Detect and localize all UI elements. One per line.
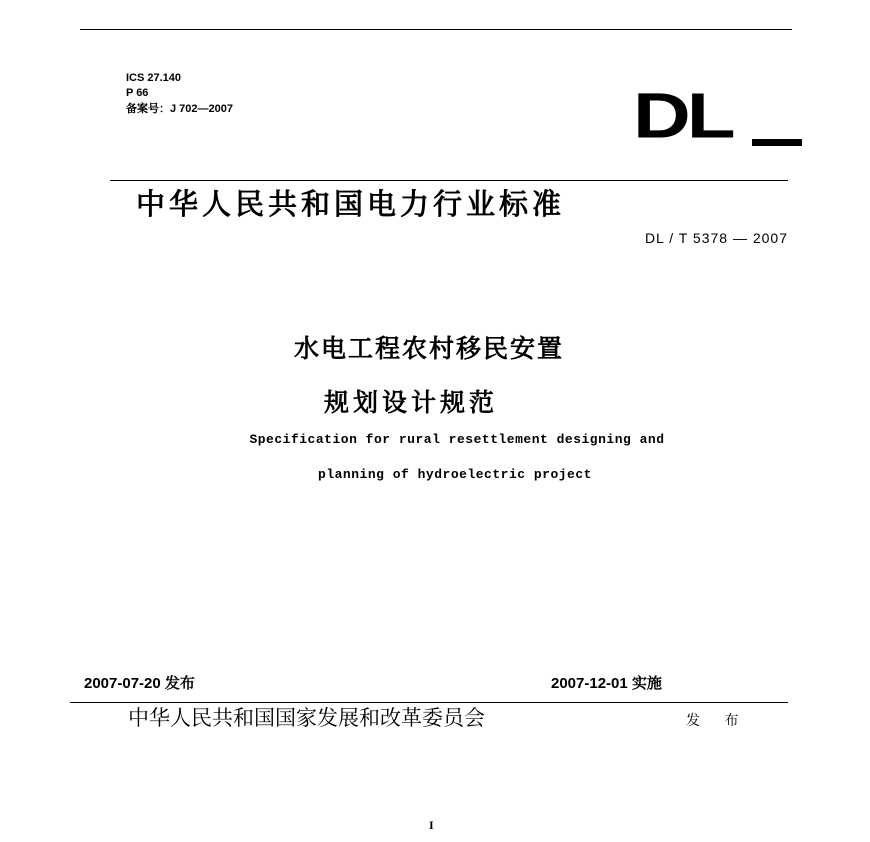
record-number: 备案号：J 702—2007 xyxy=(126,103,233,115)
publisher-name: 中华人民共和国国家发展和改革委员会 xyxy=(128,706,485,730)
title-chinese-line2: 规划设计规范 xyxy=(323,388,498,417)
footer-rule xyxy=(70,702,788,703)
publish-label: 发 布 xyxy=(686,713,749,729)
issue-date: 2007-07-20 发布 xyxy=(84,675,195,692)
dl-logo-bar xyxy=(752,139,802,146)
title-chinese-line1: 水电工程农村移民安置 xyxy=(293,334,564,363)
implementation-date: 2007-12-01 实施 xyxy=(551,675,662,692)
top-rule xyxy=(80,29,792,30)
standard-category-title: 中华人民共和国电力行业标准 xyxy=(136,187,566,221)
title-english-line2: planning of hydroelectric project xyxy=(318,467,592,482)
classification-code: P 66 xyxy=(126,87,149,99)
standard-number: DL / T 5378 — 2007 xyxy=(644,230,788,246)
page-number: I xyxy=(429,818,434,832)
ics-code: ICS 27.140 xyxy=(126,72,182,84)
header-rule xyxy=(110,180,788,181)
title-english-line1: Specification for rural resettlement designing and xyxy=(249,432,665,447)
dl-logo: DL xyxy=(633,80,732,152)
